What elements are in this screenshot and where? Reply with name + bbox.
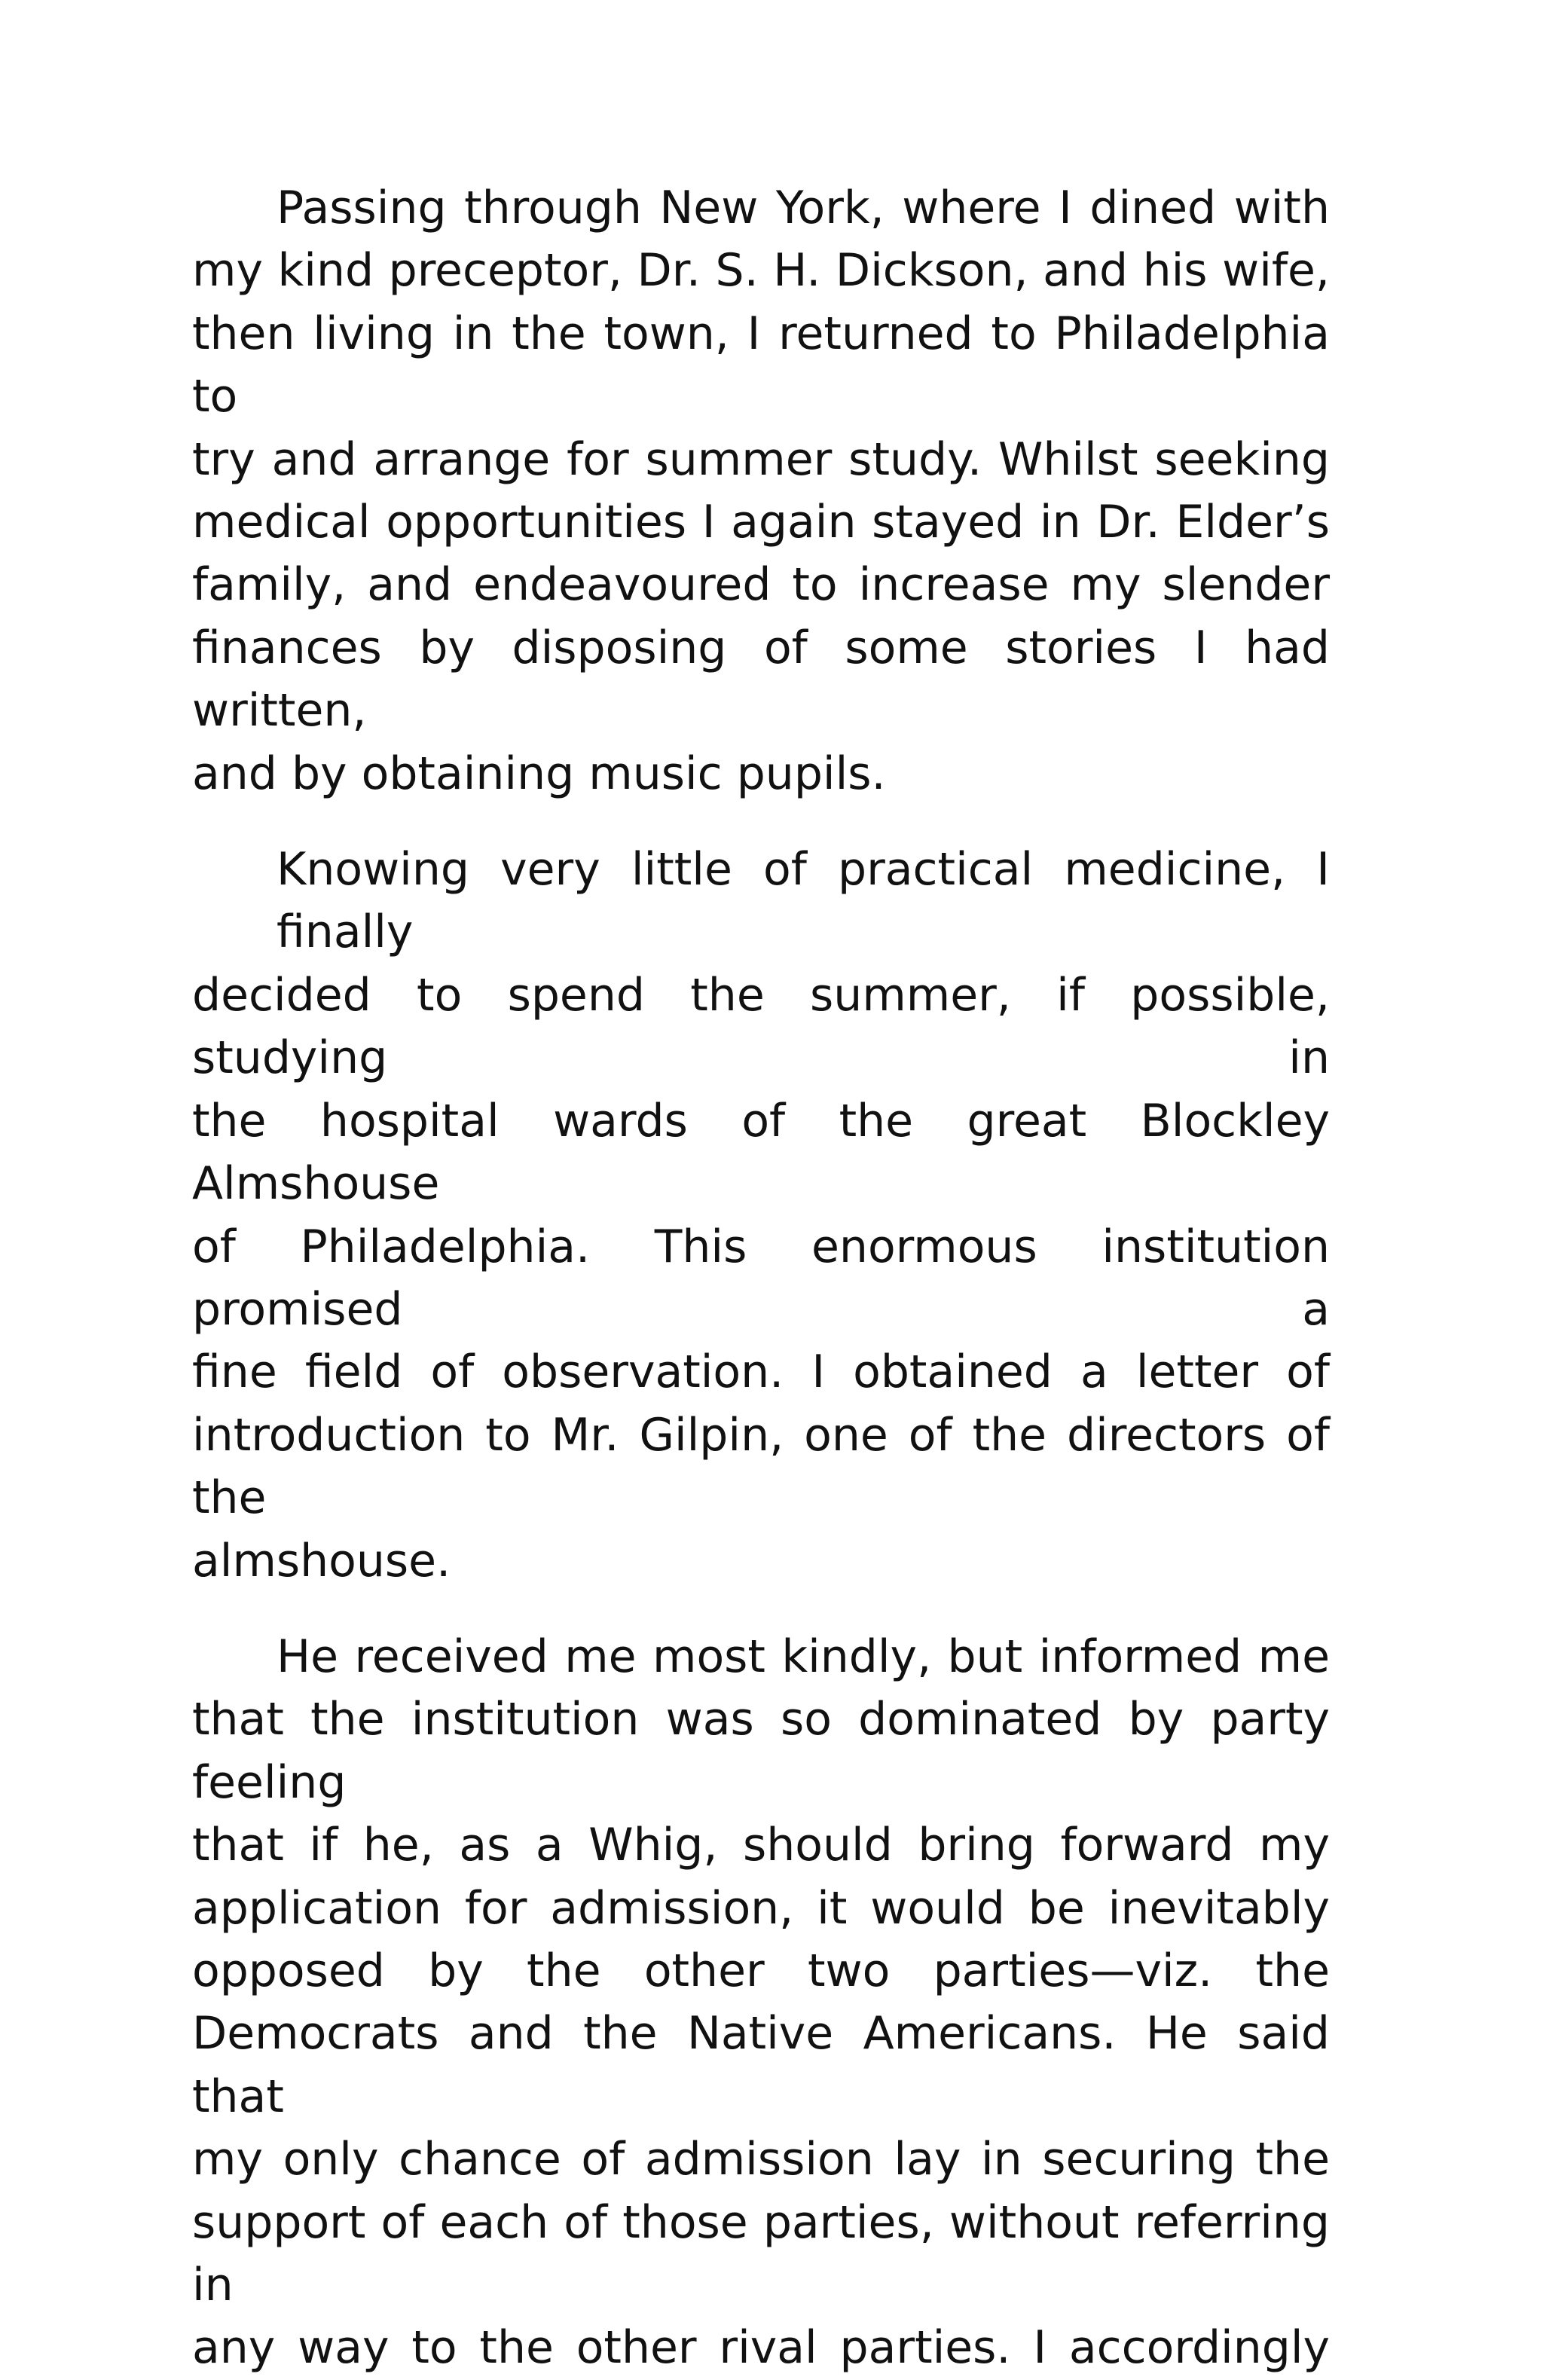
paragraph-3 <box>192 1626 1330 2380</box>
text-line: almshouse. <box>192 1534 451 1587</box>
text-line: try and arrange for summer study. Whilst seeking <box>192 432 1330 486</box>
paragraph-2 <box>192 839 1330 1593</box>
text-line: medical opportunities I again stayed in Dr. Elder’s <box>192 496 1330 549</box>
text-line: of Philadelphia. This enormous institution promised a <box>192 1220 1330 1336</box>
text-line: introduction to Mr. Gilpin, one of the directors of the <box>192 1408 1330 1525</box>
text-line: fine field of observation. I obtained a letter of <box>192 1346 1330 1399</box>
text-line: that the institution was so dominated by party feeling <box>192 1693 1330 1809</box>
text-line: any way to the other rival parties. I accordingly <box>192 2321 1330 2375</box>
text-line: and by obtaining music pupils. <box>192 747 886 800</box>
body-text <box>192 177 1330 2380</box>
text-line: opposed by the other two parties—viz. the <box>192 1944 1330 1997</box>
text-line: family, and endeavoured to increase my slender <box>192 558 1330 612</box>
text-line: He received me most kindly, but informed me <box>277 1630 1330 1683</box>
text-line: application for admission, it would be inevitably <box>192 1881 1330 1935</box>
text-line: the hospital wards of the great Blockley Almshouse <box>192 1094 1330 1211</box>
text-line: Knowing very little of practical medicine, I finally <box>277 843 1330 959</box>
text-line: finances by disposing of some stories I had written, <box>192 621 1330 738</box>
text-line: then living in the town, I returned to Philadelphia to <box>192 307 1330 423</box>
text-line: that if he, as a Whig, should bring forward my <box>192 1819 1330 1872</box>
text-line: support of each of those parties, without referring in <box>192 2195 1330 2311</box>
paragraph-1 <box>192 177 1330 805</box>
text-line: decided to spend the summer, if possible, studying in <box>192 968 1330 1085</box>
text-line: my only chance of admission lay in securing the <box>192 2133 1330 2186</box>
text-line: Democrats and the Native Americans. He said that <box>192 2007 1330 2123</box>
text-line: Passing through New York, where I dined with <box>277 182 1330 234</box>
text-line: my kind preceptor, Dr. S. H. Dickson, and his wife, <box>192 244 1330 298</box>
